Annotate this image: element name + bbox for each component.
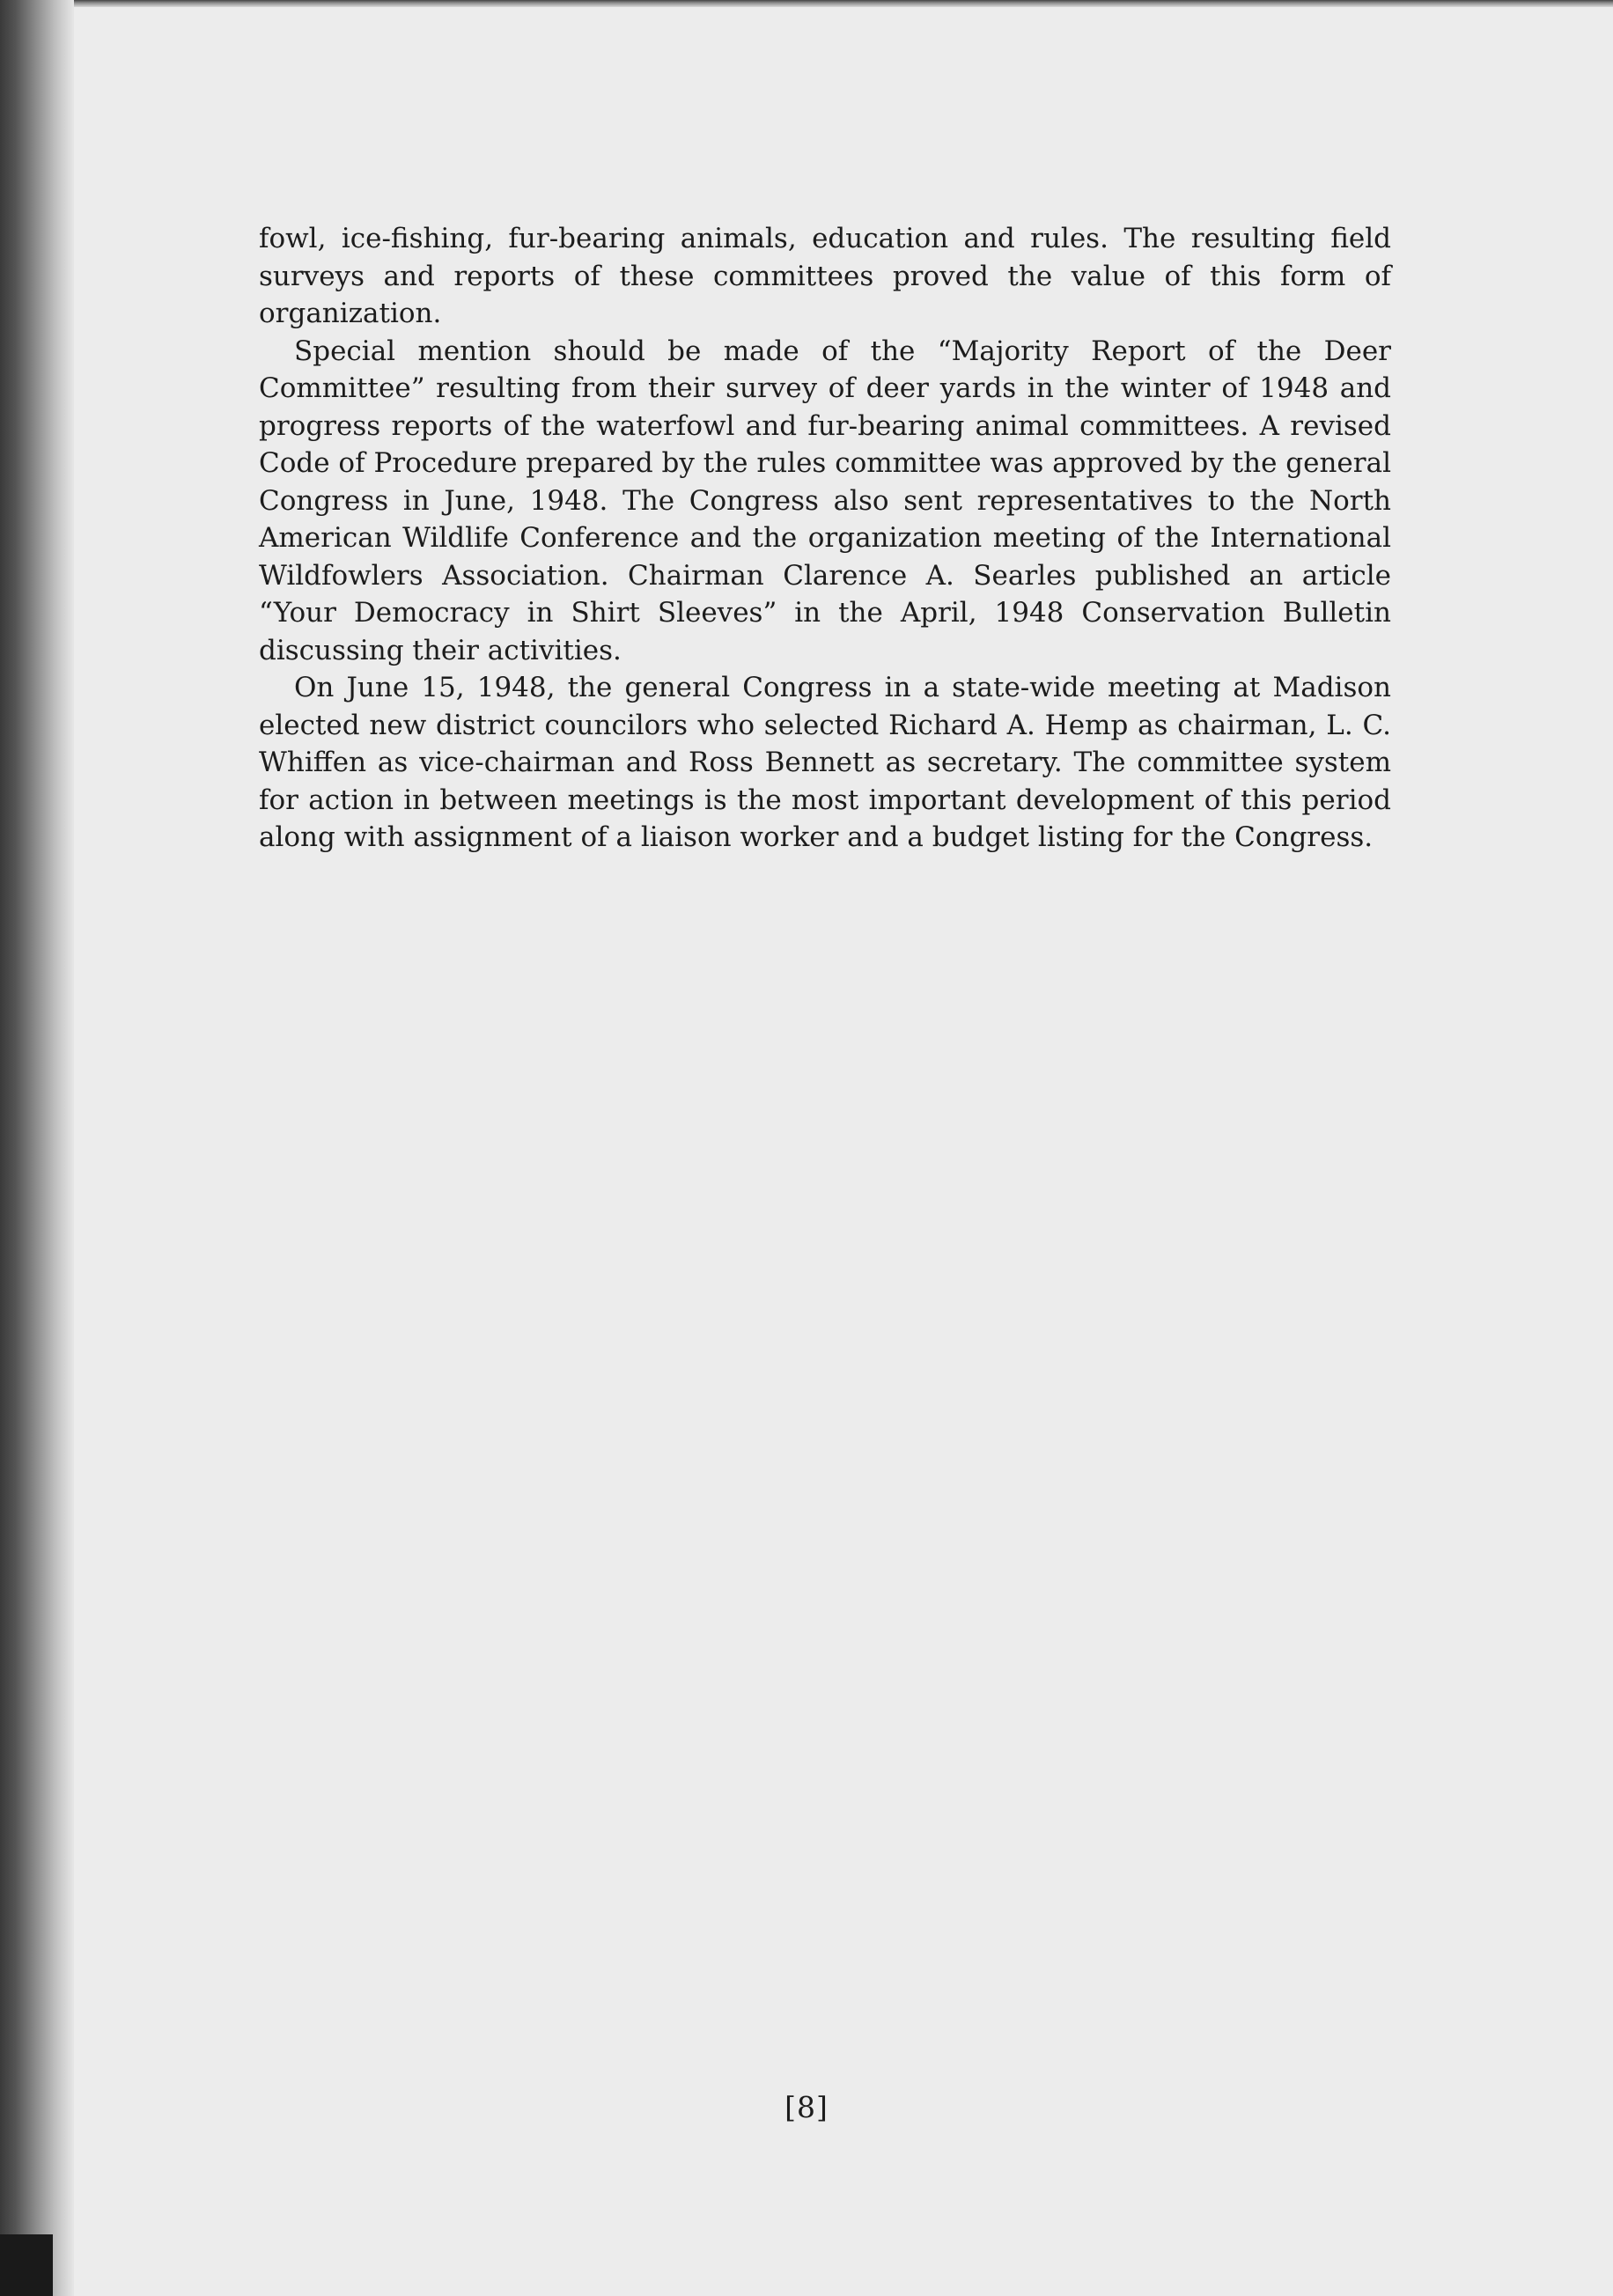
book-binding	[0, 0, 74, 2296]
body-text	[259, 220, 1391, 857]
paragraph-deer-committee: Special mention should be made of the “Majority Report of the Deer Committee” resulting from their survey of deer yards in the winter of 1948 and progress reports of the waterfowl and fur-bearing animal committees. A revised Code of Procedure prepared by the rules committee was approved by the general Congress in June, 1948. The Congress also sent representatives to the North American Wildlife Conference and the organization meeting of the International Wildfowlers Association. Chairman Clarence A. Searles published an article “Your Democracy in Shirt Sleeves” in the April, 1948 Conservation Bulletin discussing their activities.	[259, 335, 1391, 666]
binding-corner	[0, 2234, 53, 2296]
page-number: [8]	[784, 2090, 829, 2124]
paragraph-continued: fowl, ice-fishing, fur-bearing animals, education and rules. The resulting field surveys and reports of these committees proved the value of this form of organization.	[259, 223, 1391, 329]
paragraph-june-meeting: On June 15, 1948, the general Congress in a state-wide meeting at Madison elected new district councilors who selected Richard A. Hemp as chairman, L. C. Whiffen as vice-chairman and Ross Bennett as secretary. The committee system for action in between meetings is the most important development of this period along with assignment of a liaison worker and a budget listing for the Congress.	[259, 672, 1391, 853]
page-top-edge	[74, 0, 1613, 7]
